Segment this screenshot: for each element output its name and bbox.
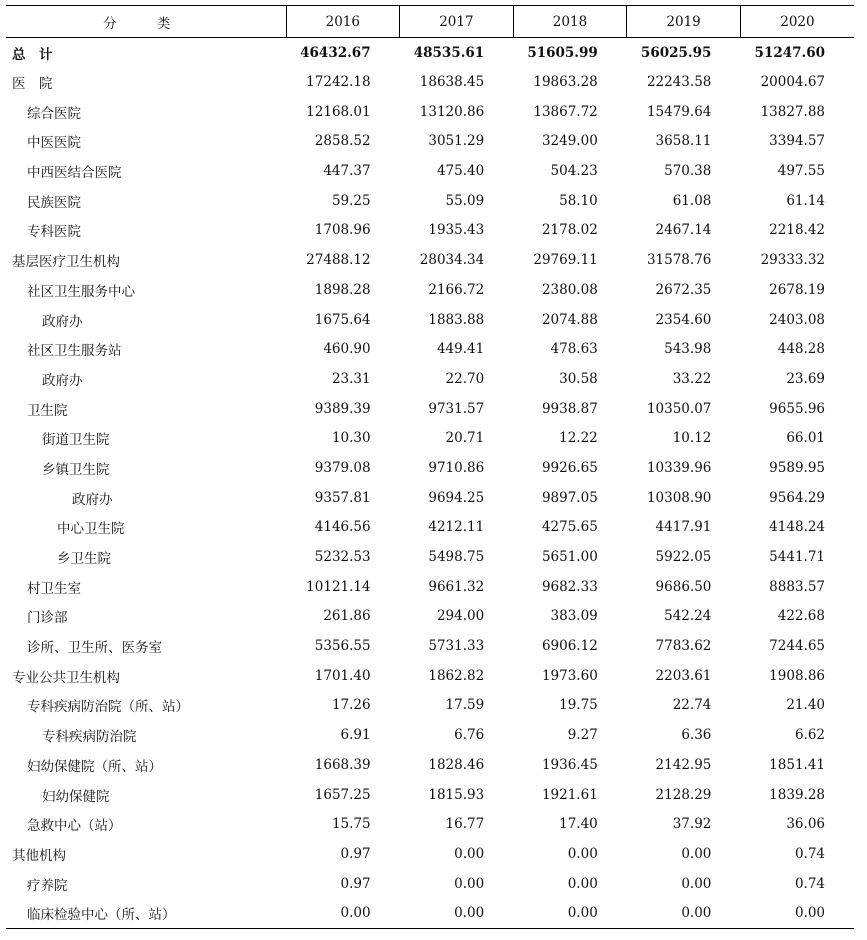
cell-value: 2218.42 (769, 222, 825, 239)
cell-value: 9389.39 (314, 400, 371, 417)
cell-value: 475.40 (436, 163, 485, 180)
cell-value: 1883.88 (428, 311, 485, 328)
cell-value: 30.58 (559, 370, 598, 387)
statistics-table (6, 5, 854, 929)
cell-value: 0.00 (681, 845, 712, 862)
table-row (6, 631, 854, 661)
cell-value: 1935.43 (428, 222, 485, 239)
cell-value: 13827.88 (760, 103, 825, 120)
cell-value: 0.00 (454, 875, 485, 892)
header-year-2020: 2020 (740, 6, 854, 38)
row-label: 妇幼保健院（所、站） (27, 758, 162, 775)
table-header (6, 6, 854, 38)
cell-value: 0.00 (513, 898, 627, 928)
cell-value: 20.71 (445, 430, 485, 447)
row-label: 综合医院 (27, 105, 81, 122)
cell-value: 55.09 (445, 192, 485, 209)
cell-value: 2403.08 (769, 311, 825, 328)
row-label: 中西医结合医院 (27, 165, 122, 182)
table-row (6, 245, 854, 275)
cell-value: 6.76 (454, 727, 485, 744)
cell-value: 1668.39 (314, 756, 371, 773)
cell-value: 5731.33 (428, 638, 485, 655)
cell-value: 1921.61 (541, 786, 598, 803)
table-row (6, 453, 854, 483)
cell-value: 10308.90 (646, 489, 712, 506)
cell-value: 5441.71 (769, 549, 825, 566)
cell-value: 17242.18 (306, 74, 371, 91)
cell-value: 17.40 (559, 816, 598, 833)
cell-value: 13120.86 (419, 103, 485, 120)
cell-value: 4146.56 (314, 519, 371, 536)
table-row (6, 216, 854, 246)
cell-value: 1908.86 (769, 667, 825, 684)
table-body (6, 38, 854, 929)
cell-value: 1708.96 (314, 222, 371, 239)
row-label: 专科疾病防治院（所、站） (27, 699, 189, 716)
table-row (6, 661, 854, 691)
cell-value: 570.38 (664, 163, 712, 180)
table-row (6, 809, 854, 839)
cell-value: 33.22 (672, 370, 712, 387)
cell-value: 18638.45 (419, 74, 485, 91)
cell-value: 2142.95 (655, 756, 712, 773)
table-row (6, 156, 854, 186)
table-row (6, 186, 854, 216)
cell-value: 2858.52 (314, 133, 371, 150)
table-row (6, 869, 854, 899)
cell-value: 9379.08 (314, 459, 371, 476)
cell-value: 29333.32 (760, 252, 825, 269)
cell-value: 0.00 (400, 898, 514, 928)
cell-value: 1675.64 (314, 311, 371, 328)
cell-value: 1898.28 (314, 281, 371, 298)
cell-value: 447.37 (323, 163, 371, 180)
row-label: 急救中心（站） (27, 818, 122, 835)
cell-value: 13867.72 (533, 103, 598, 120)
cell-value: 17.26 (331, 697, 371, 714)
cell-value: 23.31 (331, 370, 371, 387)
cell-value: 3394.57 (769, 133, 825, 150)
cell-value: 0.74 (794, 875, 825, 892)
cell-value: 2074.88 (541, 311, 598, 328)
cell-value: 9589.95 (769, 459, 825, 476)
cell-value: 12168.01 (306, 103, 371, 120)
row-label: 政府办 (42, 372, 83, 389)
header-year-2019: 2019 (627, 6, 741, 38)
row-label: 其他机构 (12, 847, 66, 864)
cell-value: 6906.12 (541, 638, 598, 655)
row-label: 诊所、卫生所、医务室 (27, 640, 162, 657)
table-row (6, 720, 854, 750)
table-row (6, 275, 854, 305)
cell-value: 1851.41 (769, 756, 825, 773)
table-row (6, 602, 854, 632)
cell-value: 0.00 (681, 875, 712, 892)
cell-value: 9661.32 (428, 578, 485, 595)
cell-value: 51605.99 (527, 44, 598, 61)
cell-value: 478.63 (550, 341, 598, 358)
cell-value: 0.97 (340, 845, 371, 862)
row-label: 村卫生室 (27, 580, 81, 597)
row-label: 疗养院 (27, 877, 68, 894)
cell-value: 543.98 (664, 341, 712, 358)
table-row (6, 334, 854, 364)
cell-value: 9.27 (567, 727, 598, 744)
cell-value: 9655.96 (769, 400, 825, 417)
cell-value: 2380.08 (541, 281, 598, 298)
row-label: 中医医院 (27, 135, 81, 152)
cell-value: 46432.67 (300, 44, 371, 61)
row-label: 专科疾病防治院 (42, 729, 137, 746)
cell-value: 20004.67 (760, 74, 825, 91)
cell-value: 10350.07 (646, 400, 712, 417)
row-label: 总 计 (12, 46, 53, 63)
row-label: 政府办 (72, 491, 113, 508)
header-year-2017: 2017 (400, 6, 514, 38)
cell-value: 2672.35 (655, 281, 712, 298)
row-label: 专科医院 (27, 224, 81, 241)
cell-value: 9938.87 (541, 400, 598, 417)
cell-value: 0.97 (340, 875, 371, 892)
cell-value: 10.30 (331, 430, 371, 447)
cell-value: 2467.14 (655, 222, 712, 239)
header-year-2018: 2018 (513, 6, 627, 38)
cell-value: 9731.57 (428, 400, 485, 417)
cell-value: 22.74 (672, 697, 712, 714)
cell-value: 422.68 (777, 608, 825, 625)
table-row (6, 97, 854, 127)
cell-value: 0.00 (740, 898, 854, 928)
cell-value: 19.75 (559, 697, 598, 714)
cell-value: 2354.60 (655, 311, 712, 328)
cell-value: 4275.65 (541, 519, 598, 536)
cell-value: 10121.14 (306, 578, 371, 595)
cell-value: 504.23 (550, 163, 598, 180)
table-row (6, 127, 854, 157)
header-category: 分 类 (6, 6, 286, 38)
cell-value: 1657.25 (314, 786, 371, 803)
cell-value: 0.00 (454, 845, 485, 862)
row-label: 政府办 (42, 313, 83, 330)
cell-value: 36.06 (786, 816, 825, 833)
cell-value: 4417.91 (655, 519, 712, 536)
header-year-2016: 2016 (286, 6, 400, 38)
cell-value: 1828.46 (428, 756, 485, 773)
row-label: 乡镇卫生院 (42, 461, 110, 478)
cell-value: 28034.34 (419, 252, 485, 269)
table-row (6, 67, 854, 97)
cell-value: 10.12 (672, 430, 712, 447)
cell-value: 51247.60 (754, 44, 825, 61)
cell-value: 5651.00 (541, 549, 598, 566)
cell-value: 9694.25 (428, 489, 485, 506)
table-row (6, 780, 854, 810)
cell-value: 5498.75 (428, 549, 485, 566)
cell-value: 9686.50 (655, 578, 712, 595)
cell-value: 5356.55 (314, 638, 371, 655)
table-row (6, 38, 854, 68)
cell-value: 7244.65 (769, 638, 825, 655)
cell-value: 17.59 (445, 697, 485, 714)
cell-value: 9682.33 (541, 578, 598, 595)
table-row (6, 691, 854, 721)
cell-value: 9710.86 (428, 459, 485, 476)
cell-value: 10339.96 (646, 459, 712, 476)
cell-value: 3249.00 (541, 133, 598, 150)
table-row (6, 423, 854, 453)
cell-value: 61.14 (786, 192, 825, 209)
row-label: 卫生院 (27, 402, 68, 419)
cell-value: 12.22 (559, 430, 598, 447)
cell-value: 19863.28 (533, 74, 598, 91)
row-label: 临床检验中心（所、站） (6, 898, 286, 928)
cell-value: 1973.60 (541, 667, 598, 684)
cell-value: 1839.28 (769, 786, 825, 803)
cell-value: 4212.11 (428, 519, 485, 536)
table-row (6, 364, 854, 394)
cell-value: 7783.62 (655, 638, 712, 655)
cell-value: 27488.12 (306, 252, 371, 269)
cell-value: 9357.81 (314, 489, 371, 506)
cell-value: 6.91 (340, 727, 371, 744)
cell-value: 23.69 (786, 370, 825, 387)
cell-value: 542.24 (664, 608, 712, 625)
cell-value: 15.75 (331, 816, 371, 833)
cell-value: 383.09 (550, 608, 598, 625)
cell-value: 15479.64 (646, 103, 712, 120)
header-row (6, 6, 854, 38)
cell-value: 1862.82 (428, 667, 485, 684)
table-row (6, 483, 854, 513)
row-label: 专业公共卫生机构 (12, 669, 120, 686)
cell-value: 261.86 (323, 608, 371, 625)
row-label: 基层医疗卫生机构 (12, 254, 120, 271)
cell-value: 3658.11 (655, 133, 712, 150)
table-row (6, 750, 854, 780)
table-row (6, 898, 854, 928)
cell-value: 22243.58 (646, 74, 712, 91)
cell-value: 0.00 (286, 898, 400, 928)
cell-value: 2203.61 (655, 667, 712, 684)
cell-value: 497.55 (777, 163, 825, 180)
row-label: 医 院 (12, 76, 53, 93)
cell-value: 1815.93 (428, 786, 485, 803)
cell-value: 59.25 (331, 192, 371, 209)
table-row (6, 305, 854, 335)
cell-value: 22.70 (445, 370, 485, 387)
cell-value: 61.08 (672, 192, 712, 209)
cell-value: 5922.05 (655, 549, 712, 566)
cell-value: 9926.65 (541, 459, 598, 476)
cell-value: 2128.29 (655, 786, 712, 803)
cell-value: 58.10 (559, 192, 598, 209)
row-label: 门诊部 (27, 610, 68, 627)
cell-value: 16.77 (445, 816, 485, 833)
cell-value: 449.41 (436, 341, 485, 358)
cell-value: 2178.02 (541, 222, 598, 239)
cell-value: 21.40 (786, 697, 825, 714)
cell-value: 6.62 (794, 727, 825, 744)
row-label: 民族医院 (27, 194, 81, 211)
cell-value: 37.92 (672, 816, 712, 833)
cell-value: 48535.61 (413, 44, 485, 61)
cell-value: 8883.57 (769, 578, 825, 595)
table-row (6, 542, 854, 572)
cell-value: 31578.76 (646, 252, 712, 269)
cell-value: 0.74 (794, 845, 825, 862)
cell-value: 3051.29 (428, 133, 485, 150)
cell-value: 1701.40 (314, 667, 371, 684)
cell-value: 66.01 (786, 430, 825, 447)
cell-value: 29769.11 (533, 252, 598, 269)
table-row (6, 513, 854, 543)
row-label: 社区卫生服务中心 (27, 283, 135, 300)
cell-value: 56025.95 (640, 44, 712, 61)
row-label: 社区卫生服务站 (27, 343, 122, 360)
cell-value: 0.00 (627, 898, 741, 928)
cell-value: 5232.53 (314, 549, 371, 566)
cell-value: 448.28 (777, 341, 825, 358)
table-row (6, 394, 854, 424)
cell-value: 9564.29 (769, 489, 825, 506)
cell-value: 4148.24 (769, 519, 825, 536)
cell-value: 9897.05 (541, 489, 598, 506)
table-row (6, 572, 854, 602)
cell-value: 2166.72 (428, 281, 485, 298)
cell-value: 2678.19 (769, 281, 825, 298)
cell-value: 0.00 (567, 845, 598, 862)
cell-value: 460.90 (323, 341, 371, 358)
table-row (6, 839, 854, 869)
row-label: 中心卫生院 (57, 521, 125, 538)
cell-value: 0.00 (567, 875, 598, 892)
row-label: 乡卫生院 (57, 551, 111, 568)
row-label: 街道卫生院 (42, 432, 110, 449)
row-label: 妇幼保健院 (42, 788, 110, 805)
cell-value: 6.36 (681, 727, 712, 744)
cell-value: 294.00 (436, 608, 485, 625)
cell-value: 1936.45 (541, 756, 598, 773)
